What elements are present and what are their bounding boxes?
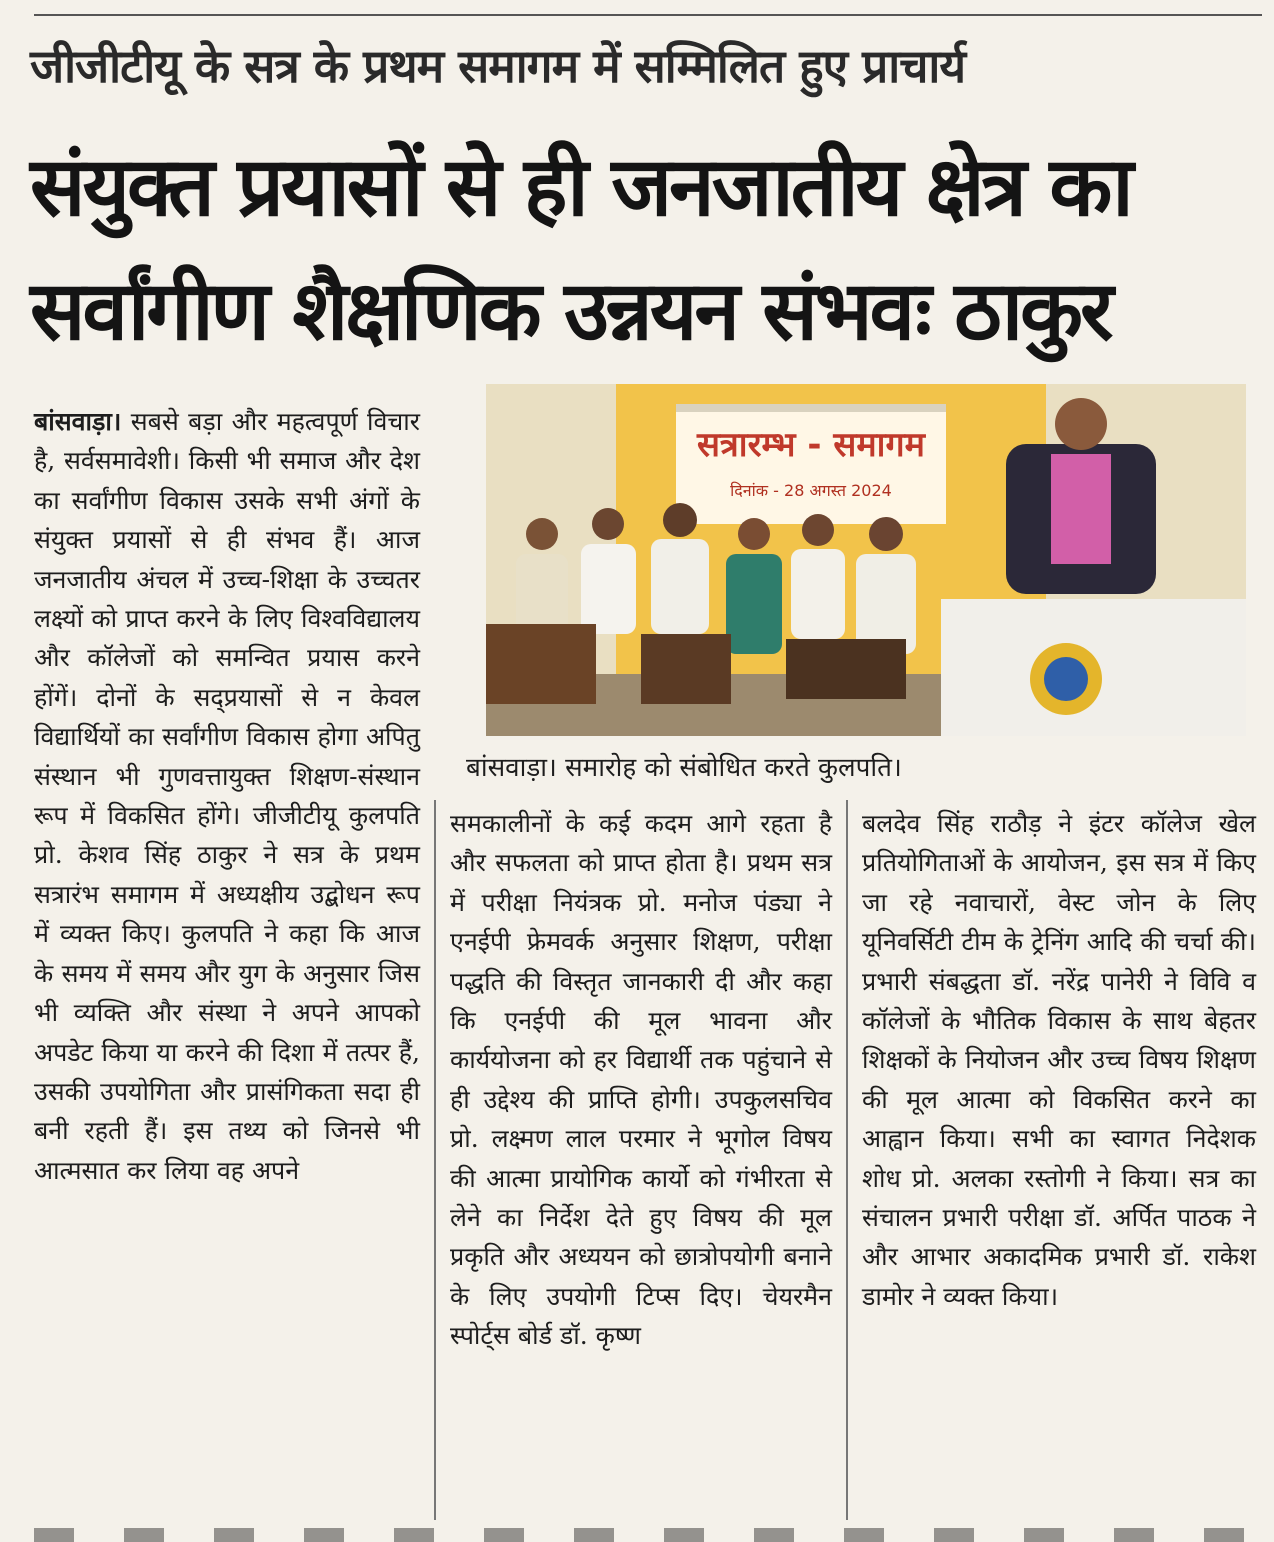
headline-line-1: संयुक्त प्रयासों से ही जनजातीय क्षेत्र का <box>30 140 1131 235</box>
next-article-edge <box>34 1528 1262 1542</box>
banner-title: सत्रारम्भ - समागम <box>697 425 925 465</box>
main-headline <box>30 138 1250 362</box>
column-1-body: सबसे बड़ा और महत्वपूर्ण विचार है, सर्वसमावेशी। किसी भी समाज और देश का सर्वांगीण विकास उसके सभी अंगों के संयुक्त प्रयासों से ही संभव हैं। आज जनजातीय अंचल में उच्च-शिक्षा के उच्चतर लक्ष्यों को प्राप्त करने के लिए विश्वविद्यालय और कॉलेजों को समन्वित प्रयास करने होंगें। दोनों के सद्प्रयासों से न केवल विद्यार्थियों का सर्वांगीण विकास होगा अपितु संस्थान भी गुणवत्तायुक्त शिक्षण-संस्थान रूप में विकसित होंगे। जीजीटीयू कुलपति प्रो. केशव सिंह ठाकुर ने सत्र के प्रथम सत्रारंभ समागम में अध्यक्षीय उद्बोधन रूप में व्यक्त किए। कुलपति ने कहा कि आज के समय में समय और युग के अनुसार जिस भी व्यक्ति और संस्था ने अपने आपको अपडेट किया या करने की दिशा में तत्पर हैं, उसकी उपयोगिता और प्रासंगिकता सदा ही बनी रहती हैं। इस तथ्य को जिनसे भी आत्मसात कर लिया वह अपने <box>34 407 421 1185</box>
article-column-3: बलदेव सिंह राठौड़ ने इंटर कॉलेज खेल प्रतियोगिताओं के आयोजन, इस सत्र में किए जा रहे नवाचारों, वेस्ट जोन के लिए यूनिवर्सिटी टीम के ट्रेनिंग आदि की चर्चा की। प्रभारी संबद्धता डॉ. नरेंद्र पानेरी ने विवि व कॉलेजों के भौतिक विकास के साथ बेहतर शिक्षकों के नियोजन और उच्च विषय शिक्षण की मूल आत्मा को विकसित करने का आह्वान किया। सभी का स्वागत निदेशक शोध प्रो. अलका रस्तोगी ने किया। सत्र का संचालन प्रभारी परीक्षा डॉ. अर्पित पाठक ने और आभार अकादमिक प्रभारी डॉ. राकेश डामोर ने व्यक्त किया। <box>862 809 1256 1311</box>
event-photo-illustration <box>486 384 1246 736</box>
column-divider <box>846 800 848 1520</box>
top-rule <box>34 14 1262 16</box>
article-column-1 <box>34 402 420 1190</box>
article-column-2: समकालीनों के कई कदम आगे रहता है और सफलता को प्राप्त होता है। प्रथम सत्र में परीक्षा नियंत्रक प्रो. मनोज पंड्या ने एनईपी फ्रेमवर्क अनुसार शिक्षण, परीक्षा पद्धति की विस्तृत जानकारी दी और कहा कि एनईपी की मूल भावना और कार्ययोजना को हर विद्यार्थी तक पहुंचाने से ही उद्देश्य की प्राप्ति होगी। उपकुलसचिव प्रो. लक्ष्मण लाल परमार ने भूगोल विषय की आत्मा प्रायोगिक कार्यो को गंभीरता से लेने का निर्देश देते हुए विषय की मूल प्रकृति और अध्ययन को छात्रोपयोगी बनाने के लिए उपयोगी टिप्स दिए। चेयरमैन स्पोर्ट्स बोर्ड डॉ. कृष्ण <box>450 809 832 1351</box>
banner-date: दिनांक - 28 अगस्त 2024 <box>730 481 892 500</box>
kicker-headline: जीजीटीयू के सत्र के प्रथम समागम में सम्मिलित हुए प्राचार्य <box>30 39 966 93</box>
event-photo <box>486 384 1246 736</box>
column-divider <box>434 800 436 1520</box>
headline-line-2: सर्वांगीण शैक्षणिक उन्नयन संभवः ठाकुर <box>30 264 1111 359</box>
dateline: बांसवाड़ा। <box>34 407 122 436</box>
photo-caption: बांसवाड़ा। समारोह को संबोधित करते कुलपति। <box>466 753 902 783</box>
